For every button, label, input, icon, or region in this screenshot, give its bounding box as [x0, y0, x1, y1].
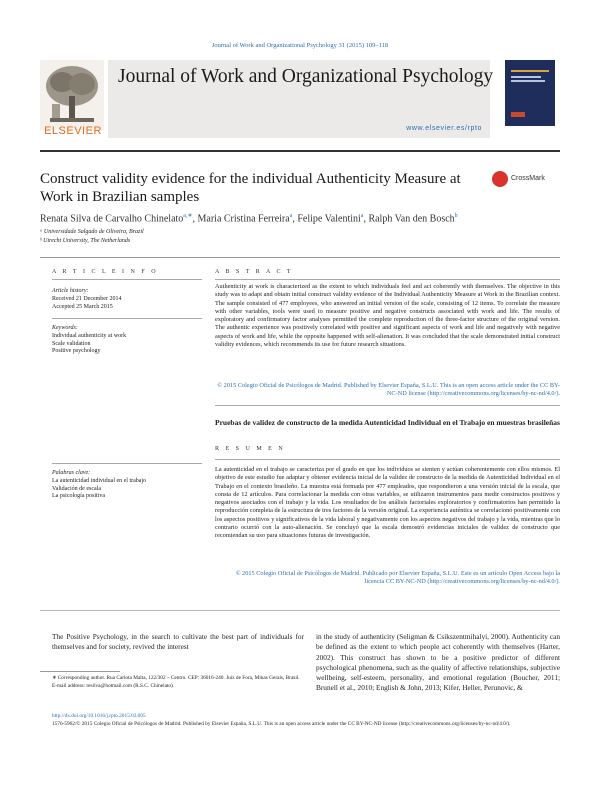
keywords	[52, 325, 202, 356]
license-line[interactable]: 1576-5962/© 2015 Colegio Oficial de Psicólogos de Madrid. Published by Elsevier España, S.L.U. This is an open access article under the CC BY-NC-ND license (http://creativecommons.org/licenses/by-nc-nd/4.0/).	[52, 720, 511, 727]
accepted-date: Accepted 25 March 2015	[52, 303, 113, 310]
divider	[52, 463, 202, 464]
article-history	[52, 288, 202, 311]
body-rule	[40, 610, 560, 611]
author-name[interactable]: Renata Silva de Carvalho Chinelato	[40, 213, 184, 225]
footnote-rule	[40, 671, 120, 672]
divider	[52, 318, 202, 319]
keyword: Scale validation	[52, 340, 91, 347]
divider	[215, 405, 560, 406]
crossmark-label: CrossMark	[511, 175, 545, 182]
divider	[52, 279, 202, 280]
abstract-text: Authenticity at work is characterized as the extent to which individuals feel and act coherently with themselves. The objective in this study was to adapt and obtain initial construct validity evidence of the Individual Authenticity Measure at Work in the Brazilian context. The sample consisted of 477 employees, who answered an initial version of the scale, consisting of 12 items. To correlate the measure with other variables, tools were used to measure positive and negative constructs associated with work and life. The results of exploratory and confirmatory factor analyses permitted the complete reproduction of the three-factor structure of the original version. The authentic experience was positively correlated with positive and significant aspects of work and life and negatively with negative aspects of work and life, while the opposite happened with self-alienation. It was concluded that the scale demonstrated initial construct validity evidences, which recommends its use for future research situations.	[215, 283, 560, 349]
article-info-heading: A R T I C L E I N F O	[52, 269, 159, 275]
author-affil-mark[interactable]: a	[360, 213, 364, 219]
palabras-clave	[52, 470, 202, 501]
elsevier-wordmark: ELSEVIER	[44, 125, 102, 137]
received-date: Received 21 December 2014	[52, 295, 122, 302]
journal-cover-thumbnail[interactable]	[505, 60, 555, 126]
section-rule	[40, 257, 560, 258]
history-label: Article history:	[52, 288, 89, 294]
affiliations	[40, 228, 340, 245]
masthead	[40, 56, 560, 144]
resumen-heading: R E S U M E N	[215, 446, 286, 452]
keywords-label: Keywords:	[52, 325, 78, 331]
resumen-text: La autenticidad en el trabajo se caracteriza por el grado en que los individuos se sienten y actúan coherentemente con ellos mismos. El objetivo de este estudio fue adaptar y obtener evidencia inicial de la validez de constructo de la medida de Autenticidad Individual en el Trabajo en el contexto brasileño. La muestra está formada por 477 empleados, que respondieron a una versión inicial de la escala, que consta de 12 artículos. Para correlacionar la medida con otras variables, se utilizaron instrumentos para medir constructos positivos y negativos asociados con el trabajo y la vida. Los resultados de los análisis factoriales exploratorios y confirmatorios han permitido la reproducción completa de la estructura de tres factores de la versión original. La experiencia auténtica se correlacionó positivamente con los aspectos positivos y significativos de la vida laboral y negativamente con los aspectos negativos del trabajo y la vida, mientras que lo contrario ocurrió con la auto-alienación. Se concluyó que la escala demostró evidencias iniciales de validez de constructo que recomiendan su uso para situaciones futuras de investigación.	[215, 466, 560, 540]
doi-block	[52, 713, 560, 728]
corresponding-author: ∗ Corresponding author. Rua Carlota Malta, 122/302 – Centro. CEP: 36016-240. Juiz de Fora, Minas Gerais, Brasil.	[52, 675, 300, 681]
author-affil-mark[interactable]: b	[454, 213, 458, 219]
journal-banner	[108, 60, 494, 138]
keyword: Individual authenticity at work	[52, 332, 127, 339]
author-list: Renata Silva de Carvalho Chinelato$^{a,∗}$, Maria Cristina Ferreira$^a$, Felipe Valentini$^a$, Ralph Van den Bosch$^b$	[40, 213, 458, 225]
divider	[215, 279, 560, 280]
author-affil-mark[interactable]: a	[289, 213, 293, 219]
author-name[interactable]: Felipe Valentini	[297, 213, 361, 225]
article-title: Construct validity evidence for the individual Authenticity Measure at Work in Brazilian samples	[40, 171, 461, 205]
keyword: Positive psychology	[52, 348, 101, 355]
journal-title: Journal of Work and Organizational Psychology	[118, 66, 494, 87]
palabras-label: Palabras clave:	[52, 470, 91, 476]
palabra: Validación de escala	[52, 485, 101, 492]
spanish-title: Pruebas de validez de constructo de la medida Autenticidad Individual en el Trabajo en muestras brasileñas	[215, 418, 560, 427]
journal-reference[interactable]: Journal of Work and Organizational Psychology 31 (2015) 109–118	[211, 42, 389, 49]
email-address[interactable]: E-mail address: resilva@hotmail.com (R.S.C. Chinelato).	[52, 682, 175, 689]
abstract-heading: A B S T R A C T	[215, 269, 294, 275]
elsevier-tree-logo	[40, 60, 104, 130]
journal-url-link[interactable]: www.elsevier.es/rpto	[406, 125, 482, 132]
affiliation-a: ᵃ Universidade Salgado de Oliveira, Brazil	[40, 229, 144, 235]
author-name[interactable]: Ralph Van den Bosch	[368, 213, 455, 225]
header-rule	[40, 150, 560, 152]
crossmark-icon	[492, 171, 508, 187]
resumen-copyright[interactable]: © 2015 Colegio Oficial de Psicólogos de Madrid. Publicado por Elsevier España, S.L.U. Este es un artículo Open Access bajo la licencia CC BY-NC-ND (http://creativecommons.org/licenses/by-nc-nd/4.0/).	[235, 570, 560, 586]
palabra: La psicología positiva	[52, 493, 105, 500]
palabra: La autenticidad individual en el trabajo	[52, 477, 147, 484]
abstract-copyright[interactable]: © 2015 Colegio Oficial de Psicólogos de Madrid. Published by Elsevier España, S.L.U. This is an open access article under the CC BY-NC-ND license (http://creativecommons.org/licenses/by-nc-nd/4.0/).	[217, 382, 560, 398]
crossmark-badge[interactable]	[492, 171, 552, 189]
footnote	[52, 675, 302, 690]
doi-link[interactable]: http://dx.doi.org/10.1016/j.rpto.2015.03.005	[52, 713, 146, 719]
body-paragraph-left: The Positive Psychology, in the search to cultivate the best part of individuals for themselves and for society, revived the interest	[52, 632, 304, 652]
body-paragraph-right: in the study of authenticity (Seligman & Csikszentmihalyi, 2000). Authenticity can be defined as the extent to which people act coherently with themselves (Harter, 2002). This construct has shown to be a positive predictor of different psychological phenomena, such as the quality of affective relationships, subjective wellbeing, self-esteem, personality, and emotional regulation (Boucher, 2011; Brunell et al., 2010; English & John, 2013; Kifer, Heller, Perunovic, &	[316, 632, 560, 693]
affiliation-b: ᵇ Utrecht University, The Netherlands	[40, 237, 131, 244]
author-affil-mark[interactable]: a,∗	[183, 213, 193, 219]
author-name[interactable]: Maria Cristina Ferreira	[197, 213, 290, 225]
divider	[215, 459, 560, 460]
